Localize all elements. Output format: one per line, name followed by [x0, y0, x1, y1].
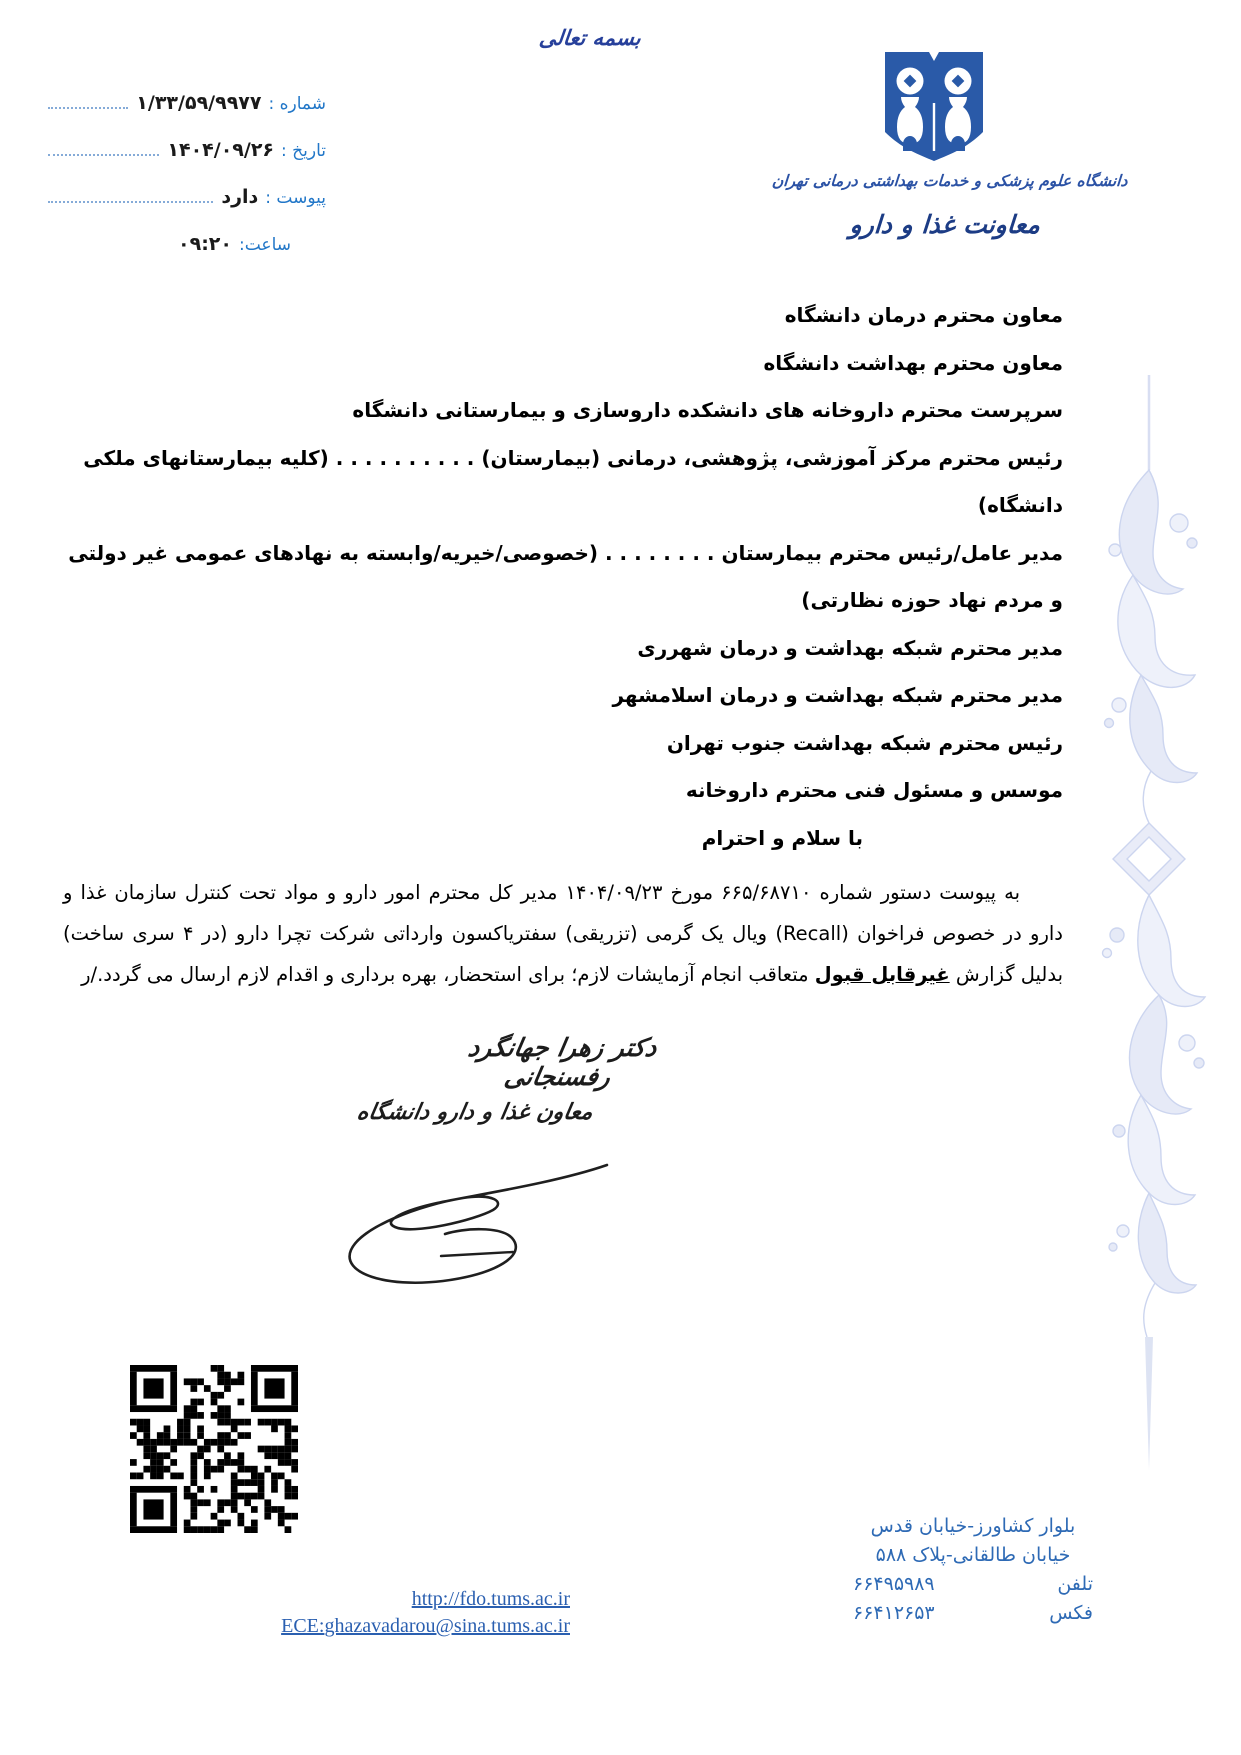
time-label: ساعت: [239, 235, 291, 256]
email-link[interactable]: ghazavadarou@sina.tums.ac.ir [324, 1615, 570, 1637]
date-label: تاریخ : [281, 141, 326, 162]
body-text-2: متعاقب انجام آزمایشات لازم؛ برای استحضار، بهره برداری و اقدام لازم ارسال می گردد./ر [81, 963, 815, 986]
recipient-line: موسس و مسئول فنی محترم داروخانه [685, 778, 1063, 802]
recipient-line: رئیس محترم شبکه بهداشت جنوب تهران [666, 730, 1063, 755]
meta-row-number [48, 84, 326, 114]
dotted-leader [48, 107, 128, 109]
fax-label: فکس [1049, 1602, 1093, 1624]
number-label: شماره : [268, 94, 326, 115]
phone-row [853, 1570, 1093, 1599]
attachment-value: دارد [221, 186, 259, 209]
dotted-leader [48, 154, 159, 156]
body-paragraph [63, 872, 1063, 995]
recipient-line: معاون محترم بهداشت دانشگاه [763, 350, 1063, 375]
meta-row-time [48, 225, 291, 255]
letter-body [63, 292, 1063, 995]
dotted-leader [48, 201, 213, 203]
signature-name: دکتر زهرا جهانگرد رفسنجانی [465, 1033, 660, 1091]
website-link[interactable]: http://fdo.tums.ac.ir [411, 1588, 570, 1610]
floral-watermark-border [1075, 375, 1220, 1479]
attachment-label: پیوست : [265, 188, 326, 209]
recipient-line: مدیر محترم شبکه بهداشت و درمان اسلامشهر [612, 683, 1063, 707]
recipient-line: معاون محترم درمان دانشگاه [784, 303, 1063, 327]
recipient-line: مدیر محترم شبکه بهداشت و درمان شهرری [637, 635, 1063, 660]
salutation: با سلام و احترام [701, 825, 863, 850]
footer-links-block [230, 1586, 570, 1640]
deputy-name: معاونت غذا و دارو [848, 210, 1042, 239]
qr-code [130, 1365, 298, 1537]
bismillah-heading: بسمه تعالی [537, 26, 643, 50]
phone-label: تلفن [1057, 1573, 1093, 1595]
date-value: ۱۴۰۴/۰۹/۲۶ [167, 139, 275, 162]
signature-title: معاون غذا و دارو دانشگاه [355, 1100, 595, 1125]
tums-logo [878, 48, 990, 170]
fax-row [853, 1599, 1093, 1628]
university-name: دانشگاه علوم پزشکی و خدمات بهداشتی درمانی تهران [771, 172, 1129, 190]
body-emphasis: غیرقابل قبول [814, 963, 950, 986]
time-value: ۰۹:۲۰ [178, 233, 232, 256]
recipient-line: رئیس محترم مرکز آموزشی، پژوهشی، درمانی (بیمارستان) . . . . . . . . . . (کلیه بیمارستانهای ملکی دانشگاه) [83, 445, 1063, 517]
recipients-list [63, 292, 1063, 815]
letter-meta-block [48, 84, 326, 272]
fax-value: ۶۶۴۱۲۶۵۳ [853, 1602, 935, 1624]
address-line-1: بلوار کشاورز-خیابان قدس [870, 1515, 1076, 1537]
address-line-2: خیابان طالقانی-پلاک ۵۸۸ [875, 1544, 1071, 1566]
body-text-1: به پیوست دستور شماره ۶۶۵/۶۸۷۱۰ مورخ ۱۴۰۴/۰۹/۲۳ مدیر کل محترم امور دارو و مواد تحت کنترل سازمان غذا و دارو در خصوص فراخوان (Recall) ویال یک گرمی (تزریقی) سفتریاکسون وارداتی شرکت تچرا دارو (در ۴ سری ساخت) بدلیل گزارش [63, 881, 1063, 986]
recipient-line: سرپرست محترم داروخانه های دانشکده داروسازی و بیمارستانی دانشگاه [352, 398, 1063, 422]
phone-value: ۶۶۴۹۵۹۸۹ [853, 1573, 935, 1595]
footer-address-block [853, 1512, 1093, 1628]
handwritten-signature [325, 1125, 615, 1304]
meta-row-date [48, 131, 326, 161]
email-label[interactable]: ECE: [281, 1615, 325, 1637]
recipient-line: مدیر عامل/رئیس محترم بیمارستان . . . . . . . . (خصوصی/خیریه/وابسته به نهادهای عمومی غیر دولتی و مردم نهاد حوزه نظارتی) [68, 540, 1063, 612]
number-value: ۱/۳۳/۵۹/۹۹۷۷ [136, 92, 262, 115]
meta-row-attachment [48, 178, 326, 208]
